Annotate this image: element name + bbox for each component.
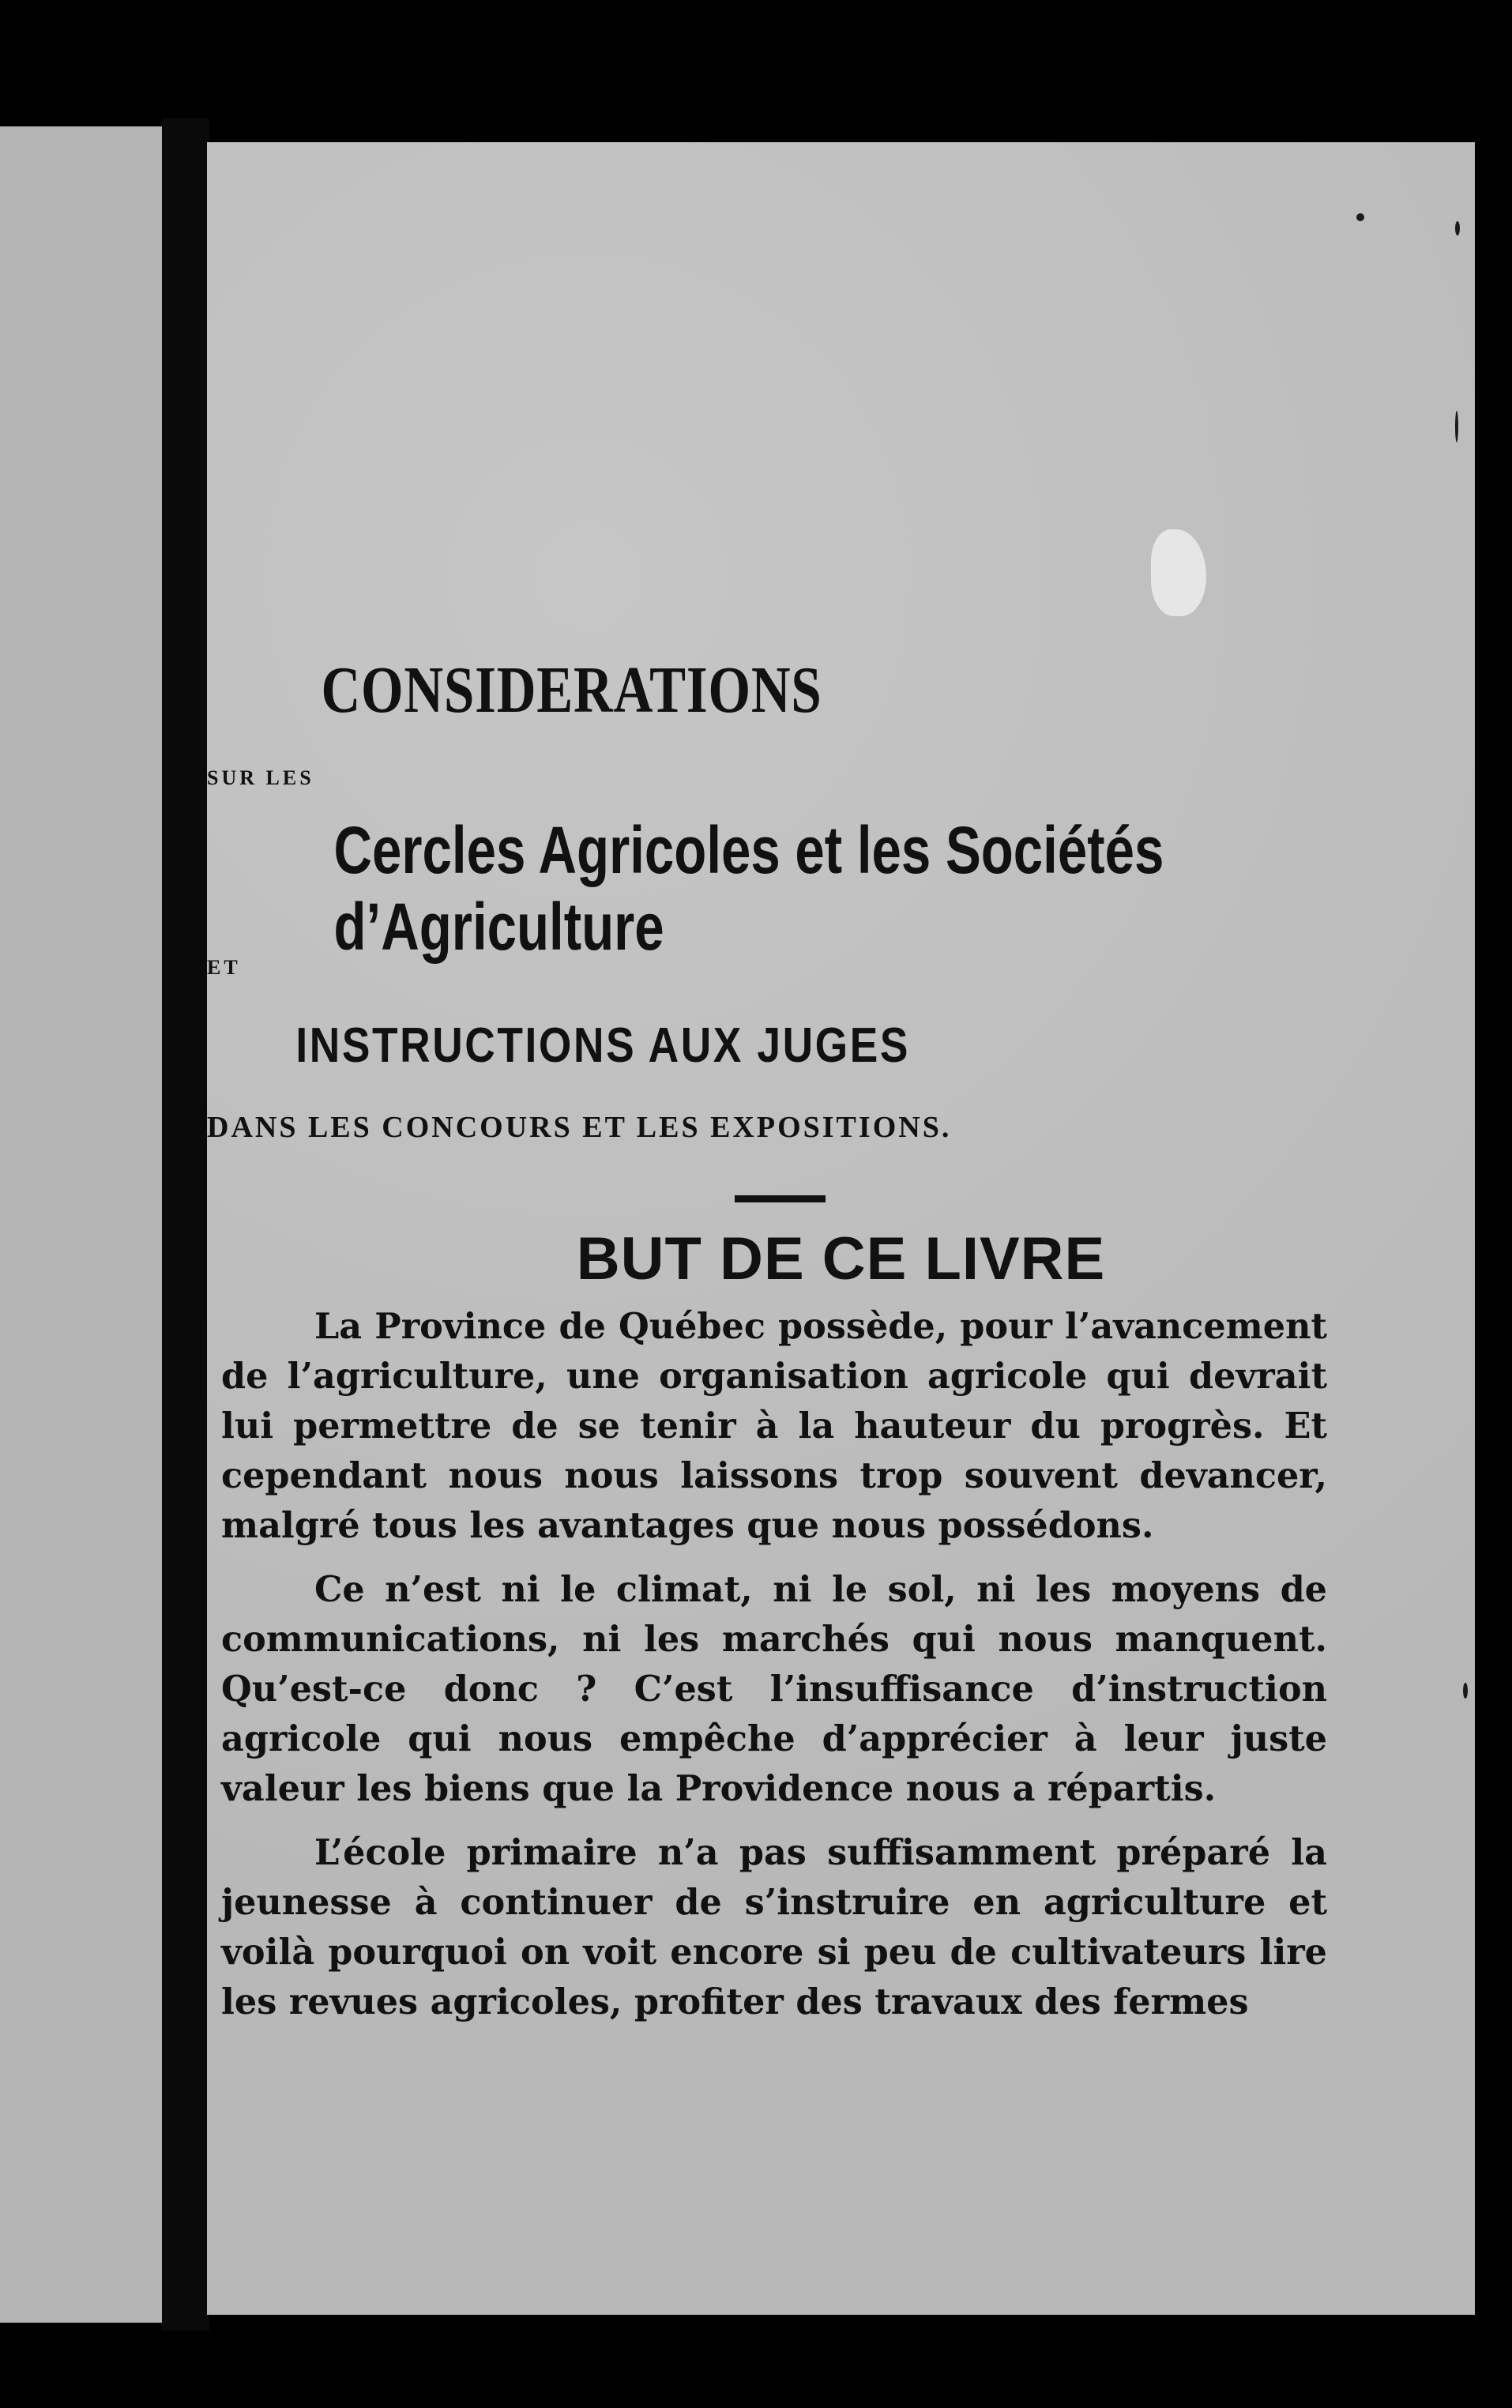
section-body [221,1302,1327,2041]
body-paragraph-2: Ce n’est ni le climat, ni le sol, ni les moyens de communications, ni les marchés qui nous manquent. Qu’est-ce donc ? C’est l’insuffisance d’instruction agricole qui nous empêche d’apprécier à leur juste valeur les biens que la Providence nous a répartis. [221,1569,1327,1809]
paper-blemish [1151,529,1206,616]
paper-speck [1455,221,1460,235]
section-divider [735,1195,826,1202]
title-cercles-agricoles: Cercles Agricoles et les Sociétés d’Agriculture [333,813,1164,964]
title-dans-les-concours: DANS LES CONCOURS ET LES EXPOSITIONS. [207,1111,952,1144]
title-et: ET [207,956,241,979]
paper-speck [1356,213,1364,221]
facing-page-edge [0,126,162,2323]
title-considerations: CONSIDERATIONS [321,653,822,727]
body-paragraph-1: La Province de Québec possède, pour l’avancement de l’agriculture, une organisation agricole qui devrait lui permettre de se tenir à la hauteur du progrès. Et cependant nous nous laissons trop souvent devancer, malgré tous les avantages que nous possédons. [221,1306,1327,1546]
section-heading: BUT DE CE LIVRE [576,1225,1106,1292]
title-instructions-aux-juges: INSTRUCTIONS AUX JUGES [295,1018,911,1073]
paper-speck [1455,411,1458,442]
body-paragraph-3: L’école primaire n’a pas suffisamment préparé la jeunesse à continuer de s’instruire en agriculture et voilà pourquoi on voit encore si peu de cultivateurs lire les revues agricoles, profiter des travaux des fermes [221,1832,1327,2022]
book-gutter [162,119,209,2331]
paper-speck [1463,1683,1468,1699]
title-sur-les: SUR LES [207,766,314,789]
book-page [207,142,1475,2315]
